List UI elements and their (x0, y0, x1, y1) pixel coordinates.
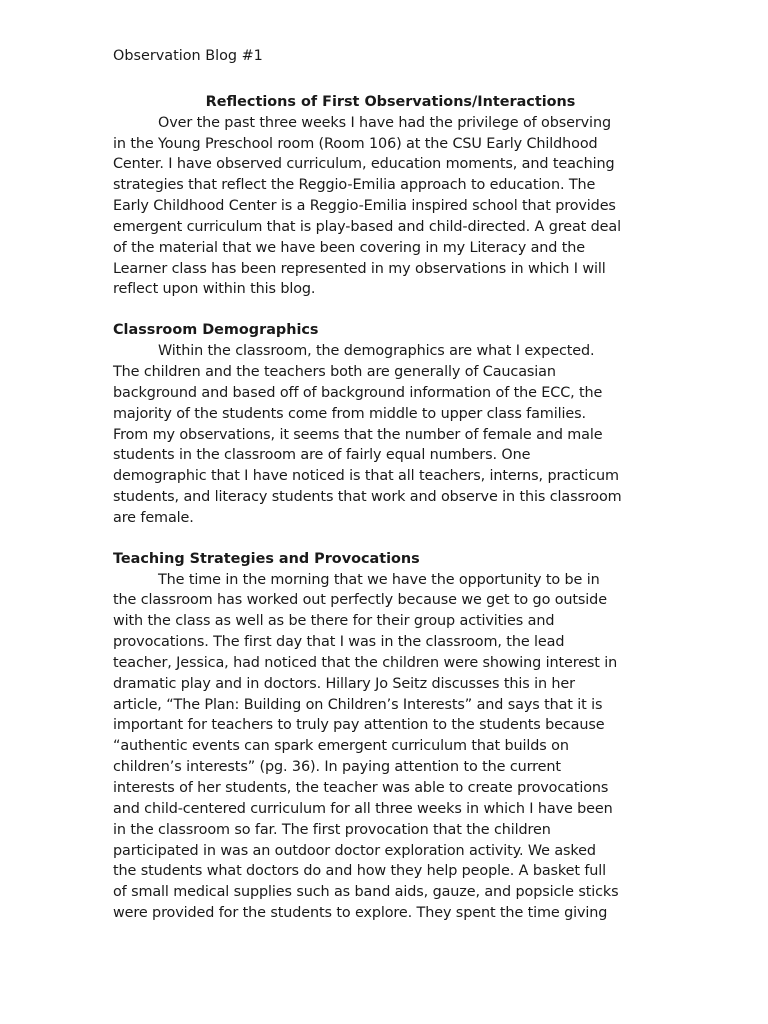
paragraph-line: of small medical supplies such as band aids, gauze, and popsicle sticks (113, 884, 619, 901)
paragraph-line: children’s interests” (pg. 36). In paying attention to the current (113, 759, 561, 776)
paragraph-line: interests of her students, the teacher was able to create provocations (113, 780, 609, 796)
paragraph-line: Within the classroom, the demographics are what I expected. (158, 343, 595, 360)
paragraph-line: article, “The Plan: Building on Children’s Interests” and says that it is (113, 696, 603, 713)
paragraph-line: background and based off of background information of the ECC, the (113, 384, 603, 401)
paragraph-line: The children and the teachers both are generally of Caucasian (113, 363, 556, 380)
paragraph-line: are female. (113, 509, 194, 526)
document-title: Reflections of First Observations/Interactions (205, 93, 576, 110)
paragraph-line: Center. I have observed curriculum, education moments, and teaching (113, 156, 615, 173)
paragraph-line: Learner class has been represented in my observations in which I will (113, 260, 606, 277)
paragraph-line: in the classroom so far. The first provocation that the children (113, 821, 551, 838)
spacer (113, 300, 658, 320)
paragraph-line: Early Childhood Center is a Reggio-Emilia inspired school that provides (113, 198, 616, 215)
intro-paragraph (113, 113, 658, 301)
paragraph-line: teacher, Jessica, had noticed that the children were showing interest in (113, 654, 618, 671)
paragraph-line: “authentic events can spark emergent curriculum that builds on (113, 738, 569, 755)
paragraph-line: dramatic play and in doctors. Hillary Jo Seitz discusses this in her (113, 675, 575, 692)
paragraph-line: emergent curriculum that is play-based and child-directed. A great deal (113, 218, 621, 235)
paragraph-line: majority of the students come from middle to upper class families. (113, 405, 586, 422)
paragraph-line: provocations. The first day that I was in the classroom, the lead (113, 634, 565, 651)
paragraph-line: of the material that we have been covering in my Literacy and the (113, 239, 586, 256)
spacer (113, 67, 658, 92)
spacer (113, 529, 658, 549)
paragraph-line: From my observations, it seems that the number of female and male (113, 426, 603, 443)
document-page (113, 46, 658, 924)
document-header: Observation Blog #1 (113, 48, 263, 64)
paragraph-line: the students what doctors do and how they help people. A basket full (113, 863, 607, 880)
paragraph-line: the classroom has worked out perfectly because we get to go outside (113, 592, 607, 609)
paragraph-line: in the Young Preschool room (Room 106) at the CSU Early Childhood (113, 135, 598, 152)
paragraph-line: students, and literacy students that work and observe in this classroom (113, 489, 622, 506)
paragraph-line: strategies that reflect the Reggio-Emilia approach to education. The (113, 177, 596, 194)
paragraph-line: participated in was an outdoor doctor exploration activity. We asked (113, 842, 596, 859)
paragraph-line: important for teachers to truly pay attention to the students because (113, 717, 605, 734)
section-teaching-strategies (113, 549, 658, 924)
paragraph-line: were provided for the students to explore. They spent the time giving (113, 905, 608, 922)
paragraph-line: The time in the morning that we have the opportunity to be in (158, 571, 600, 588)
paragraph-line: demographic that I have noticed is that all teachers, interns, practicum (113, 468, 619, 485)
paragraph-line: reflect upon within this blog. (113, 281, 316, 298)
section-demographics (113, 320, 658, 528)
paragraph-line: Over the past three weeks I have had the privilege of observing (158, 114, 611, 131)
section-heading: Classroom Demographics (113, 322, 319, 339)
paragraph-line: with the class as well as be there for their group activities and (113, 613, 555, 630)
paragraph-line: students in the classroom are of fairly equal numbers. One (113, 447, 531, 464)
paragraph-line: and child-centered curriculum for all three weeks in which I have been (113, 800, 613, 817)
section-heading: Teaching Strategies and Provocations (113, 550, 420, 567)
